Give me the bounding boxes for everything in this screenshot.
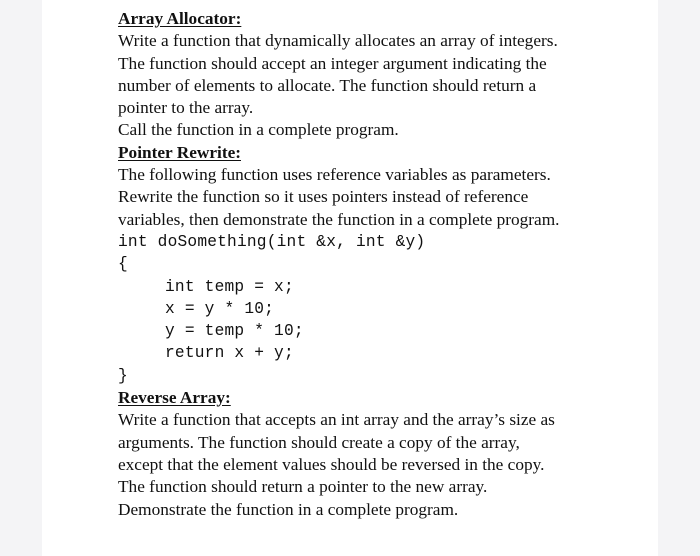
reverse-array-line: arguments. The function should create a copy of the array, — [118, 432, 520, 452]
heading-pointer-rewrite: Pointer Rewrite: — [118, 142, 241, 162]
code-line: y = temp * 10; — [165, 322, 304, 341]
code-body — [118, 276, 678, 365]
array-allocator-line: Call the function in a complete program. — [118, 120, 399, 140]
array-allocator-line: Write a function that dynamically allocates an array of integers. — [118, 31, 558, 51]
array-allocator-line: The function should accept an integer argument indicating the — [118, 53, 547, 73]
reverse-array-line: Write a function that accepts an int array and the array’s size as — [118, 410, 555, 430]
document-page — [42, 0, 658, 556]
document-content — [118, 8, 678, 521]
pointer-rewrite-line: Rewrite the function so it uses pointers instead of reference — [118, 187, 529, 207]
code-line: x = y * 10; — [165, 299, 275, 318]
code-line: int temp = x; — [165, 277, 294, 296]
pointer-rewrite-line: The following function uses reference variables as parameters. — [118, 165, 551, 185]
code-signature: int doSomething(int &x, int &y) — [118, 232, 426, 251]
code-line: return x + y; — [165, 344, 294, 363]
heading-reverse-array: Reverse Array: — [118, 388, 231, 408]
pointer-rewrite-line: variables, then demonstrate the function in a complete program. — [118, 209, 560, 229]
code-open-brace: { — [118, 255, 128, 274]
reverse-array-line: Demonstrate the function in a complete program. — [118, 499, 459, 519]
reverse-array-line: The function should return a pointer to the new array. — [118, 477, 488, 497]
array-allocator-line: pointer to the array. — [118, 98, 254, 118]
array-allocator-line: number of elements to allocate. The function should return a — [118, 75, 537, 95]
reverse-array-line: except that the element values should be reversed in the copy. — [118, 454, 545, 474]
code-block — [118, 231, 678, 387]
code-close-brace: } — [118, 366, 128, 385]
heading-array-allocator: Array Allocator: — [118, 9, 242, 28]
